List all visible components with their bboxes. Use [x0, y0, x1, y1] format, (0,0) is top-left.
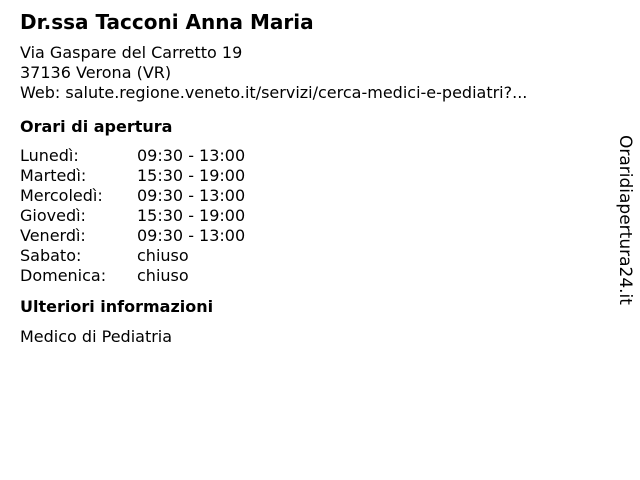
day-label: Mercoledì: [20, 186, 103, 205]
day-hours: 15:30 - 19:00 [137, 166, 246, 185]
hours-row-thursday [20, 206, 600, 226]
website-link[interactable]: Web: salute.regione.veneto.it/servizi/cerca-medici-e-pediatri?... [20, 83, 528, 102]
address-block [20, 43, 600, 103]
day-hours: 09:30 - 13:00 [137, 186, 246, 205]
day-label: Sabato: [20, 246, 82, 265]
further-info-text: Medico di Pediatria [20, 327, 173, 346]
further-info-heading: Ulteriori informazioni [20, 297, 214, 316]
day-hours: 09:30 - 13:00 [137, 226, 246, 245]
day-label: Martedì: [20, 166, 87, 185]
day-label: Giovedì: [20, 206, 86, 225]
opening-hours-table [20, 146, 600, 286]
hours-row-saturday [20, 246, 600, 266]
hours-row-monday [20, 146, 600, 166]
street-address: Via Gaspare del Carretto 19 [20, 43, 243, 62]
day-label: Domenica: [20, 266, 107, 285]
day-label: Lunedì: [20, 146, 79, 165]
city-postcode: 37136 Verona (VR) [20, 63, 172, 82]
hours-row-sunday [20, 266, 600, 286]
day-hours: 15:30 - 19:00 [137, 206, 246, 225]
doctor-name: Dr.ssa Tacconi Anna Maria [20, 10, 314, 34]
day-hours: chiuso [137, 266, 189, 285]
hours-row-tuesday [20, 166, 600, 186]
listing-card [20, 9, 600, 347]
hours-row-friday [20, 226, 600, 246]
hours-row-wednesday [20, 186, 600, 206]
opening-hours-heading: Orari di apertura [20, 117, 173, 136]
site-brand-text[interactable]: Oraridiapertura24.it [615, 135, 635, 305]
site-brand-vertical [610, 135, 640, 310]
day-label: Venerdì: [20, 226, 86, 245]
day-hours: chiuso [137, 246, 189, 265]
day-hours: 09:30 - 13:00 [137, 146, 246, 165]
